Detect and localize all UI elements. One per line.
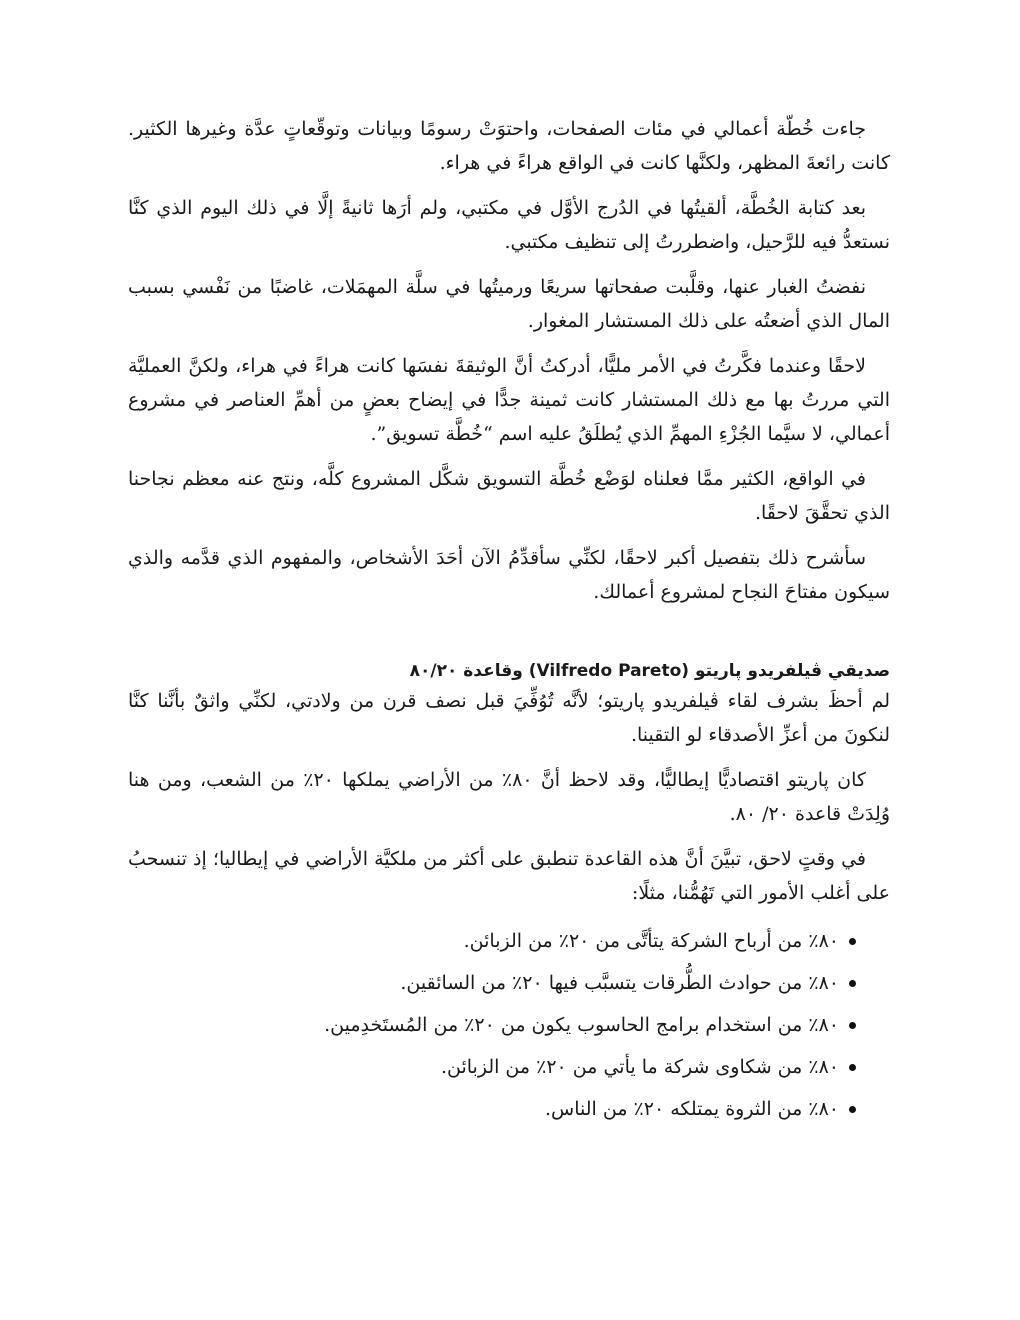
list-item-text: ٨٠٪ من شكاوى شركة ما يأتي من ٢٠٪ من الزبائن. [440, 1056, 839, 1078]
paragraph: في وقتٍ لاحق، تبيَّنَ أنَّ هذه القاعدة تنطبق على أكثر من ملكيَّة الأراضي في إيطاليا؛ إذ تنسحبُ على أغلب الأمور التي تَهُمُّنا، مثلًا: [128, 848, 890, 904]
section-pareto [128, 658, 890, 1126]
list-item [128, 924, 856, 958]
list-item [128, 1050, 856, 1084]
list-item-text: ٨٠٪ من استخدام برامج الحاسوب يكون من ٢٠٪ من المُستَخدِمين. [324, 1014, 839, 1036]
paragraph: في الواقع، الكثير ممَّا فعلناه لوَضْع خُطَّة التسويق شكَّل المشروع كلَّه، ونتج عنه معظم نجاحنا الذي تحقَّقَ لاحقًا. [128, 468, 890, 524]
paragraph: بعد كتابة الخُطَّة، ألقيتُها في الدُرج الأوَّل في مكتبي، ولم أرَها ثانيةً إلَّا في ذلك اليوم الذي كنَّا نستعدُّ فيه للرَّحيل، واضطررتُ إلى تنظيف مكتبي. [128, 197, 890, 253]
section-intro [128, 112, 890, 609]
paragraph: لم أحظَ بشرف لقاء ڤيلفريدو پاريتو؛ لأنَّه تُوُفِّيَ قبل نصف قرن من ولادتي، لكنِّي واثقٌ بأنَّنا كنَّا لنكونَ من أعزِّ الأصدقاء لو التقينا. [128, 690, 890, 746]
list-item [128, 1092, 856, 1126]
bullet-icon [849, 1106, 856, 1113]
list-item-text: ٨٠٪ من حوادث الطُّرقات يتسبَّب فيها ٢٠٪ من السائقين. [400, 972, 839, 994]
paragraph: سأشرح ذلك بتفصيل أكبر لاحقًا، لكنِّي سأقدِّمُ الآن أحَدَ الأشخاص، والمفهوم الذي قدَّمه والذي سيكون مفتاحَ النجاح لمشروع أعمالك. [128, 547, 890, 603]
bullet-list [128, 924, 890, 1126]
bullet-icon [849, 938, 856, 945]
list-item [128, 966, 856, 1000]
list-item-text: ٨٠٪ من أرباح الشركة يتأتَّى من ٢٠٪ من الزبائن. [463, 930, 839, 952]
section-heading: صديقي ڤيلفريدو پاريتو (Vilfredo Pareto) وقاعدة ٨٠/٢٠ [409, 661, 890, 681]
list-item-text: ٨٠٪ من الثروة يمتلكه ٢٠٪ من الناس. [545, 1098, 839, 1120]
paragraph: لاحقًا وعندما فكَّرتُ في الأمر مليًّا، أدركتُ أنَّ الوثيقةَ نفسَها كانت هراءً في هراء، ولكنَّ العمليَّة التي مررتُ بها مع ذلك المستشار كانت ثمينة جدًّا في إيضاح بعضٍ من أهمِّ العناصر في مشروع أعمالي، لا سيَّما الجُزْءِ المهمِّ الذي يُطلَقُ عليه اسم “خُطَّة تسويق”. [128, 355, 890, 445]
bullet-icon [849, 1064, 856, 1071]
paragraph: كان پاريتو اقتصاديًّا إيطاليًّا، وقد لاحظ أنَّ ٨٠٪ من الأراضي يملكها ٢٠٪ من الشعب، ومن هنا وُلِدَتْ قاعدة ٢٠/ ٨٠. [128, 769, 890, 825]
paragraph: جاءت خُطّة أعمالي في مئات الصفحات، واحتوَتْ رسومًا وبيانات وتوقّعاتٍ عدَّة وغيرها الكثير. كانت رائعةَ المظهر، ولكنَّها كانت في الواقع هراءً في هراء. [128, 118, 890, 174]
paragraph: نفضتُ الغبار عنها، وقلَّبت صفحاتها سريعًا ورميتُها في سلَّة المهمَلات، غاضبًا من نَفْسي بسبب المال الذي أضعتُه على ذلك المستشار المغوار. [128, 276, 890, 332]
bullet-icon [849, 980, 856, 987]
bullet-icon [849, 1022, 856, 1029]
list-item [128, 1008, 856, 1042]
document-page [128, 112, 890, 1134]
